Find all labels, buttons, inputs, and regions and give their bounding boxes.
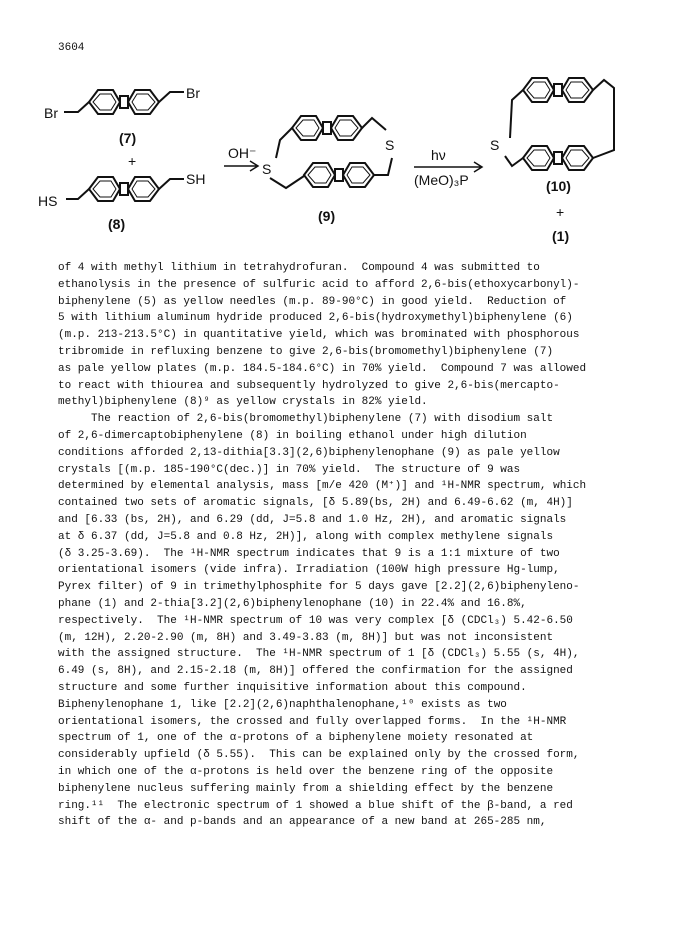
- text-line: ring.¹¹ The electronic spectrum of 1 showed a blue shift of the β-band, a red: [58, 799, 573, 812]
- plus-sign-2: +: [556, 204, 565, 220]
- text-line: (δ 3.25-3.69). The ¹H-NMR spectrum indicates that 9 is a 1:1 mixture of two: [58, 547, 560, 560]
- hs-left-label: HS: [38, 193, 58, 209]
- text-line: Biphenylenophane 1, like [2.2](2,6)naphthalenophane,¹⁰ exists as two: [58, 698, 507, 711]
- compound-10-structure: [505, 78, 614, 170]
- text-line: orientational isomers (vide infra). Irradiation (100W high pressure Hg-lump,: [58, 564, 560, 577]
- reaction-arrow-1: [224, 161, 258, 171]
- compound-9-structure: [270, 116, 395, 188]
- page-number: 3604: [58, 42, 85, 54]
- text-line: shift of the α- and p-bands and an appearance of a new band at 265-285 nm,: [58, 816, 547, 829]
- compound-1-label: (1): [552, 228, 570, 244]
- body-text: [58, 260, 658, 831]
- text-line: methyl)biphenylene (8)⁹ as yellow crystals in 82% yield.: [58, 396, 428, 409]
- compound-7-label: (7): [119, 130, 137, 146]
- br-left-label: Br: [44, 105, 58, 121]
- text-line: (m.p. 213-213.5°C) in quantitative yield, which was brominated with phosphorous: [58, 329, 580, 342]
- text-line: The reaction of 2,6-bis(bromomethyl)biphenylene (7) with disodium salt: [58, 413, 554, 426]
- text-line: tribromide in refluxing benzene to give 2,6-bis(bromomethyl)biphenylene (7): [58, 345, 554, 358]
- text-line: spectrum of 1, one of the α-protons of a biphenylene moiety resonated at: [58, 732, 534, 745]
- text-line: Pyrex filter) of 9 in trimethylphosphite for 5 days gave [2.2](2,6)biphenyleno-: [58, 581, 580, 594]
- compound-8-structure: [66, 177, 184, 201]
- sh-right-label: SH: [186, 171, 206, 187]
- compound-10-label: (10): [546, 178, 571, 194]
- text-line: respectively. The ¹H-NMR spectrum of 10 was very complex [δ (CDCl₃) 5.42-6.50: [58, 614, 573, 627]
- compound-8-label: (8): [108, 216, 126, 232]
- reagent-hv: hν: [431, 147, 446, 163]
- text-line: phane (1) and 2-thia[3.2](2,6)biphenylenophane (10) in 22.4% and 16.8%,: [58, 597, 527, 610]
- reaction-arrow-2: [414, 162, 482, 172]
- text-line: (m, 12H), 2.20-2.90 (m, 8H) and 3.49-3.83 (m, 8H)] but was not inconsistent: [58, 631, 554, 644]
- plus-sign-1: +: [128, 153, 137, 169]
- text-line: as pale yellow plates (m.p. 184.5-184.6°C) in 70% yield. Compound 7 was allowed: [58, 362, 587, 375]
- text-line: 5 with lithium aluminum hydride produced 2,6-bis(hydroxymethyl)biphenylene (6): [58, 312, 573, 325]
- text-line: biphenylene (5) as yellow needles (m.p. 89-90°C) in good yield. Reduction of: [58, 295, 567, 308]
- text-line: and [6.33 (bs, 2H), and 6.29 (dd, J=5.8 and 1.0 Hz, 2H), and aromatic signals: [58, 513, 567, 526]
- text-line: crystals [(m.p. 185-190°C(dec.)] in 70% yield. The structure of 9 was: [58, 463, 521, 476]
- text-line: structure and some further inquisitive information about this compound.: [58, 681, 527, 694]
- text-line: 6.49 (s, 8H), and 2.15-2.18 (m, 8H)] offered the confirmation for the assigned: [58, 665, 573, 678]
- compound-9-label: (9): [318, 208, 336, 224]
- text-line: orientational isomers, the crossed and fully overlapped forms. In the ¹H-NMR: [58, 715, 567, 728]
- text-line: considerably upfield (δ 5.55). This can be explained only by the crossed form,: [58, 749, 580, 762]
- reaction-scheme: [0, 0, 680, 250]
- text-line: determined by elemental analysis, mass [m/e 420 (M⁺)] and ¹H-NMR spectrum, which: [58, 480, 587, 493]
- text-line: conditions afforded 2,13-dithia[3.3](2,6)biphenylenophane (9) as pale yellow: [58, 446, 560, 459]
- text-line: to react with thiourea and subsequently hydrolyzed to give 2,6-bis(mercapto-: [58, 379, 560, 392]
- br-right-label: Br: [186, 85, 200, 101]
- compound-7-structure: [64, 90, 184, 114]
- text-line: biphenylene nucleus suffering mainly from a shielding effect by the benzene: [58, 782, 554, 795]
- reagent-trimethylphosphite: (MeO)₃P: [414, 172, 469, 188]
- reagent-hydroxide: OH⁻: [228, 145, 257, 161]
- s-left-label: S: [262, 161, 272, 177]
- text-line: of 4 with methyl lithium in tetrahydrofuran. Compound 4 was submitted to: [58, 262, 540, 274]
- text-line: contained two sets of aromatic signals, [δ 5.89(bs, 2H) and 6.49-6.62 (m, 4H)]: [58, 497, 573, 510]
- text-line: in which one of the α-protons is held over the benzene ring of the opposite: [58, 765, 554, 778]
- text-line: at δ 6.37 (dd, J=5.8 and 0.8 Hz, 2H)], along with complex methylene signals: [58, 530, 554, 543]
- text-line: ethanolysis in the presence of sulfuric acid to afford 2,6-bis(ethoxycarbonyl)-: [58, 278, 580, 291]
- s-product-label: S: [490, 137, 500, 153]
- text-line: with the assigned structure. The ¹H-NMR spectrum of 1 [δ (CDCl₃) 5.55 (s, 4H),: [58, 648, 580, 661]
- s-top-label: S: [385, 137, 395, 153]
- text-line: of 2,6-dimercaptobiphenylene (8) in boiling ethanol under high dilution: [58, 429, 527, 442]
